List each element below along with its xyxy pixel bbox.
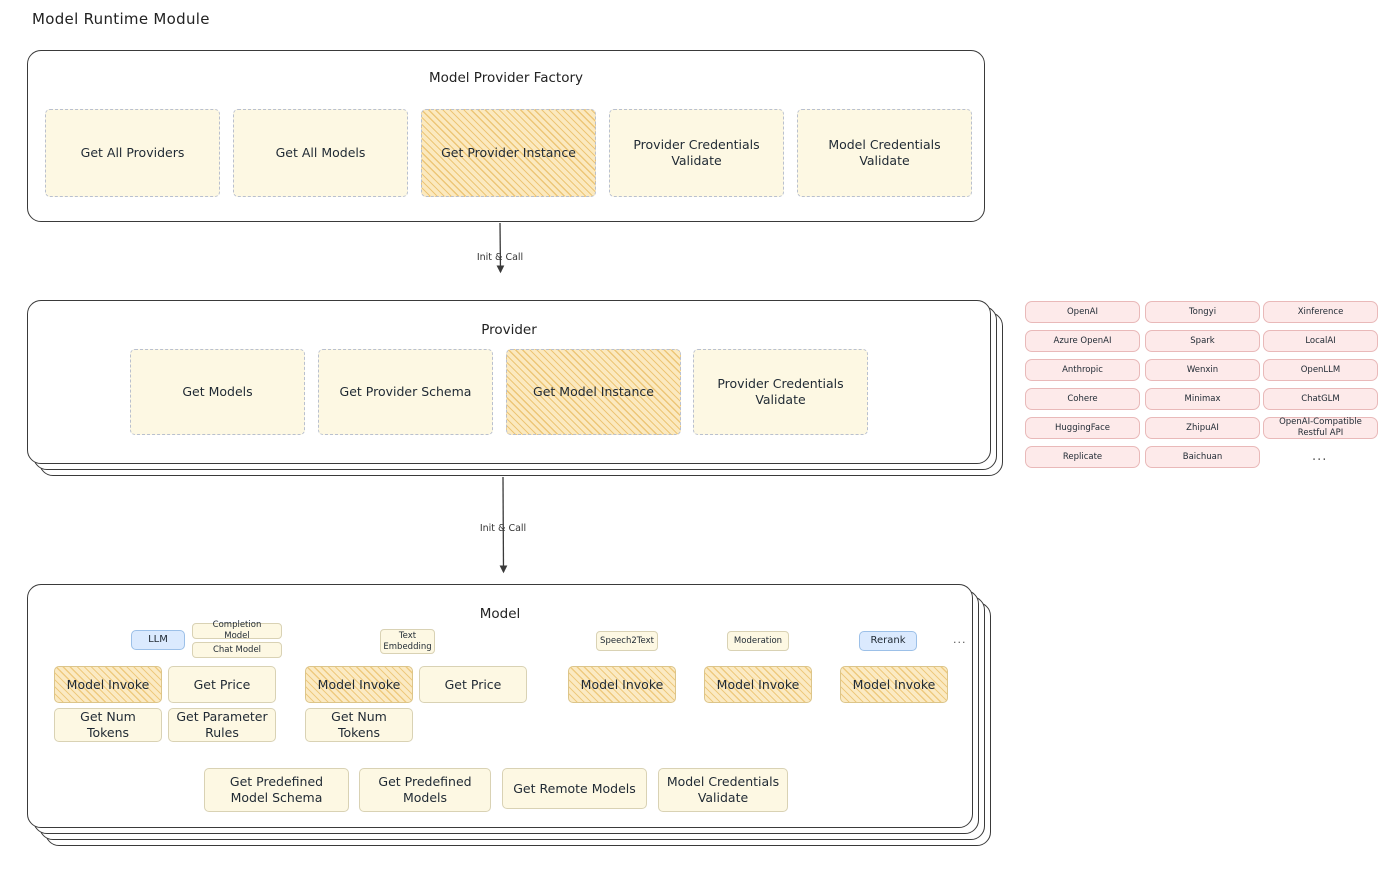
model-provider-factory-panel <box>27 50 985 222</box>
factory-node-provider-credentials-validate[interactable]: Provider Credentials Validate <box>609 109 784 197</box>
provider-node-get-models[interactable]: Get Models <box>130 349 305 435</box>
model-node-embedding-model-invoke[interactable]: Model Invoke <box>305 666 413 703</box>
provider-panel <box>27 300 991 464</box>
model-node-get-predefined-models[interactable]: Get Predefined Models <box>359 768 491 812</box>
factory-node-get-provider-instance[interactable]: Get Provider Instance <box>421 109 596 197</box>
model-node-get-predefined-model-schema[interactable]: Get Predefined Model Schema <box>204 768 349 812</box>
provider-chip-minimax[interactable]: Minimax <box>1145 388 1260 410</box>
model-panel <box>27 584 973 828</box>
model-provider-factory-title: Model Provider Factory <box>428 70 583 86</box>
provider-chip-chatglm[interactable]: ChatGLM <box>1263 388 1378 410</box>
model-node-moderation-model-invoke[interactable]: Model Invoke <box>704 666 812 703</box>
page-title: Model Runtime Module <box>32 10 210 28</box>
provider-chip-xinference[interactable]: Xinference <box>1263 301 1378 323</box>
factory-node-get-all-models[interactable]: Get All Models <box>233 109 408 197</box>
provider-chip-wenxin[interactable]: Wenxin <box>1145 359 1260 381</box>
factory-node-model-credentials-validate[interactable]: Model Credentials Validate <box>797 109 972 197</box>
model-node-llm-model-invoke[interactable]: Model Invoke <box>54 666 162 703</box>
provider-chip-openllm[interactable]: OpenLLM <box>1263 359 1378 381</box>
model-types-more: ... <box>953 633 967 646</box>
model-type-text-embedding[interactable]: Text Embedding <box>380 629 435 654</box>
model-node-llm-get-price[interactable]: Get Price <box>168 666 276 703</box>
provider-chip-huggingface[interactable]: HuggingFace <box>1025 417 1140 439</box>
model-node-llm-get-num-tokens[interactable]: Get Num Tokens <box>54 708 162 742</box>
provider-title: Provider <box>481 322 537 338</box>
provider-chip-spark[interactable]: Spark <box>1145 330 1260 352</box>
model-type-speech2text[interactable]: Speech2Text <box>596 631 658 651</box>
provider-node-get-provider-schema[interactable]: Get Provider Schema <box>318 349 493 435</box>
model-title: Model <box>479 606 521 622</box>
model-type-llm-chat[interactable]: Chat Model <box>192 642 282 658</box>
model-node-get-remote-models[interactable]: Get Remote Models <box>502 768 647 809</box>
provider-node-get-model-instance[interactable]: Get Model Instance <box>506 349 681 435</box>
provider-node-provider-credentials-validate[interactable]: Provider Credentials Validate <box>693 349 868 435</box>
provider-chip-azure-openai[interactable]: Azure OpenAI <box>1025 330 1140 352</box>
model-node-rerank-model-invoke[interactable]: Model Invoke <box>840 666 948 703</box>
provider-chip-openai-compatible[interactable]: OpenAI-Compatible Restful API <box>1263 417 1378 439</box>
factory-node-get-all-providers[interactable]: Get All Providers <box>45 109 220 197</box>
model-node-embedding-get-price[interactable]: Get Price <box>419 666 527 703</box>
provider-chip-localai[interactable]: LocalAI <box>1263 330 1378 352</box>
model-type-llm[interactable]: LLM <box>131 630 185 650</box>
provider-chip-tongyi[interactable]: Tongyi <box>1145 301 1260 323</box>
provider-list-more: ... <box>1312 449 1328 464</box>
model-node-speech2text-model-invoke[interactable]: Model Invoke <box>568 666 676 703</box>
arrow-label-factory-to-provider: Init & Call <box>476 252 524 263</box>
provider-chip-openai[interactable]: OpenAI <box>1025 301 1140 323</box>
provider-chip-zhipuai[interactable]: ZhipuAI <box>1145 417 1260 439</box>
model-type-rerank[interactable]: Rerank <box>859 631 917 651</box>
model-node-llm-get-parameter-rules[interactable]: Get Parameter Rules <box>168 708 276 742</box>
model-node-model-credentials-validate[interactable]: Model Credentials Validate <box>658 768 788 812</box>
arrow-label-provider-to-model: Init & Call <box>479 523 527 534</box>
model-node-embedding-get-num-tokens[interactable]: Get Num Tokens <box>305 708 413 742</box>
provider-chip-replicate[interactable]: Replicate <box>1025 446 1140 468</box>
provider-chip-baichuan[interactable]: Baichuan <box>1145 446 1260 468</box>
provider-chip-cohere[interactable]: Cohere <box>1025 388 1140 410</box>
model-type-llm-completion[interactable]: Completion Model <box>192 623 282 639</box>
model-type-moderation[interactable]: Moderation <box>727 631 789 651</box>
provider-chip-anthropic[interactable]: Anthropic <box>1025 359 1140 381</box>
